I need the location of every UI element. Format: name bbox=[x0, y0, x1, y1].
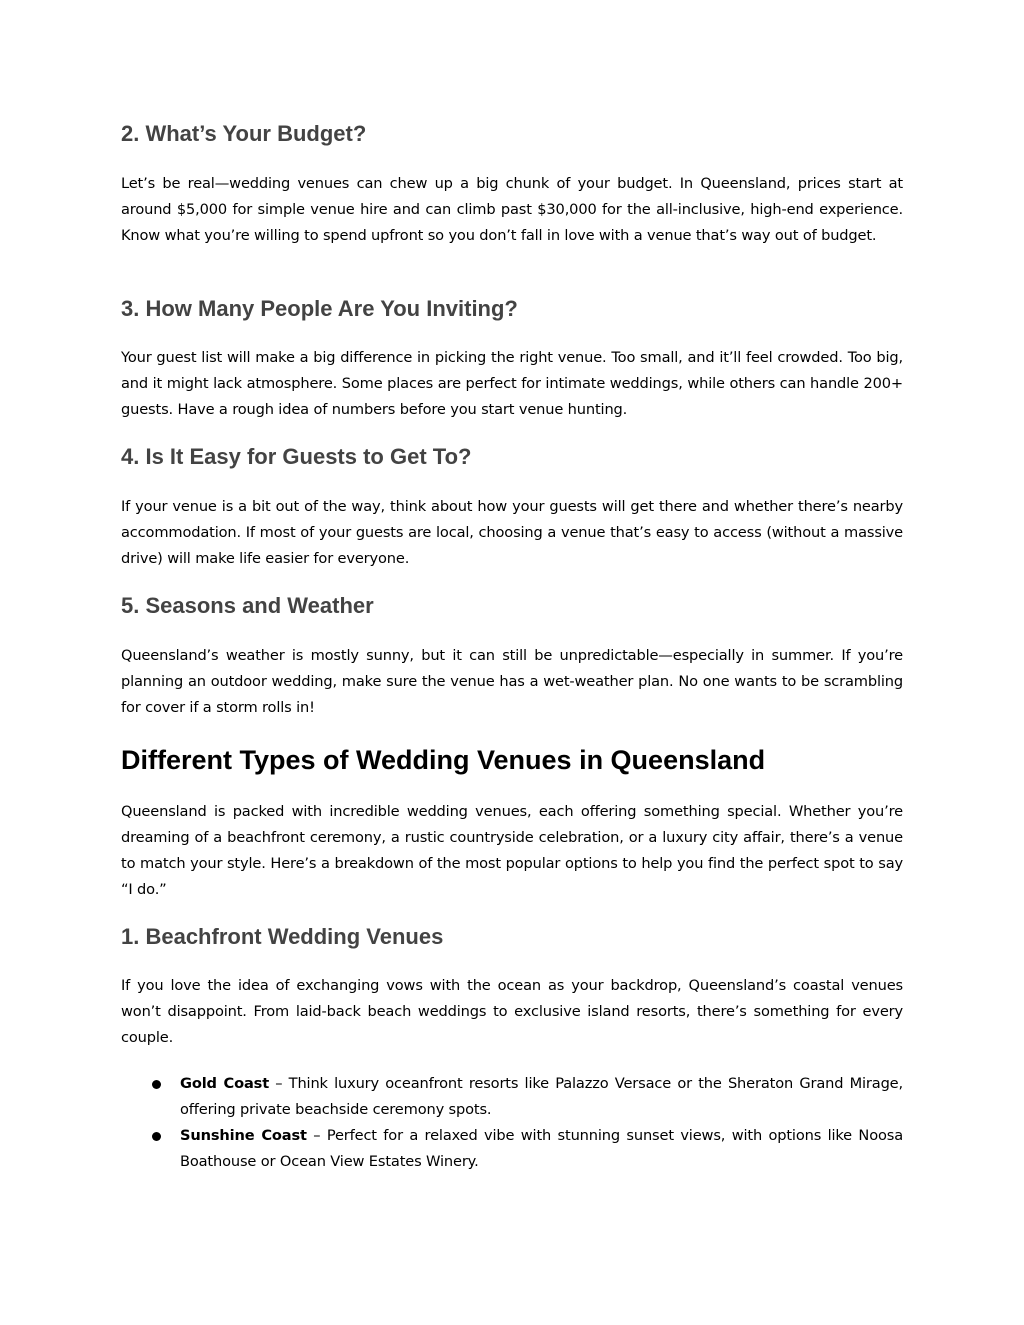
bullet-icon bbox=[152, 1080, 161, 1089]
section-heading-weather: 5. Seasons and Weather bbox=[121, 593, 374, 618]
section-body-budget: Let’s be real—wedding venues can chew up a big chunk of your budget. In Queensland, prices start at around $5,000 for simple venue hire and can climb past $30,000 for the all-inclusive, high-end experience. Know what you’re willing to spend upfront so you don’t fall in love with a venue that’s way out of budget. bbox=[121, 175, 903, 244]
section-heading-guests: 3. How Many People Are You Inviting? bbox=[121, 296, 518, 321]
list-item-text: – Perfect for a relaxed vibe with stunning sunset views, with options like Noosa Boathouse or Ocean View Estates Winery. bbox=[180, 1127, 903, 1170]
list-item-title: Gold Coast bbox=[180, 1075, 270, 1092]
main-heading: Different Types of Wedding Venues in Queensland bbox=[121, 745, 766, 775]
bullet-icon bbox=[152, 1132, 161, 1141]
section-body-guests: Your guest list will make a big difference in picking the right venue. Too small, and it’ll feel crowded. Too big, and it might lack atmosphere. Some places are perfect for intimate weddings, while others can handle 200+ guests. Have a rough idea of numbers before you start venue hunting. bbox=[121, 349, 903, 418]
list-item-text: – Think luxury oceanfront resorts like Palazzo Versace or the Sheraton Grand Mirage, offering private beachside ceremony spots. bbox=[180, 1075, 904, 1118]
list-item bbox=[121, 1071, 903, 1123]
main-intro: Queensland is packed with incredible wedding venues, each offering something special. Whether you’re dreaming of a beachfront ceremony, a rustic countryside celebration, or a luxury city affair, there’s a venue to match your style. Here’s a breakdown of the most popular options to help you find the perfect spot to say “I do.” bbox=[121, 803, 903, 898]
section-heading-access: 4. Is It Easy for Guests to Get To? bbox=[121, 444, 472, 469]
list-item bbox=[121, 1123, 903, 1175]
section-body-access: If your venue is a bit out of the way, think about how your guests will get there and whether there’s nearby accommodation. If most of your guests are local, choosing a venue that’s easy to access (without a massive drive) will make life easier for everyone. bbox=[121, 498, 903, 567]
section-heading-budget: 2. What’s Your Budget? bbox=[121, 121, 367, 146]
beachfront-heading: 1. Beachfront Wedding Venues bbox=[121, 924, 444, 949]
venue-list bbox=[121, 1071, 903, 1175]
section-body-weather: Queensland’s weather is mostly sunny, but it can still be unpredictable—especially in summer. If you’re planning an outdoor wedding, make sure the venue has a wet-weather plan. No one wants to be scrambling for cover if a storm rolls in! bbox=[121, 647, 903, 716]
list-item-title: Sunshine Coast bbox=[180, 1127, 307, 1144]
beachfront-body: If you love the idea of exchanging vows with the ocean as your backdrop, Queensland’s coastal venues won’t disappoint. From laid-back beach weddings to exclusive island resorts, there’s something for every couple. bbox=[121, 977, 903, 1046]
